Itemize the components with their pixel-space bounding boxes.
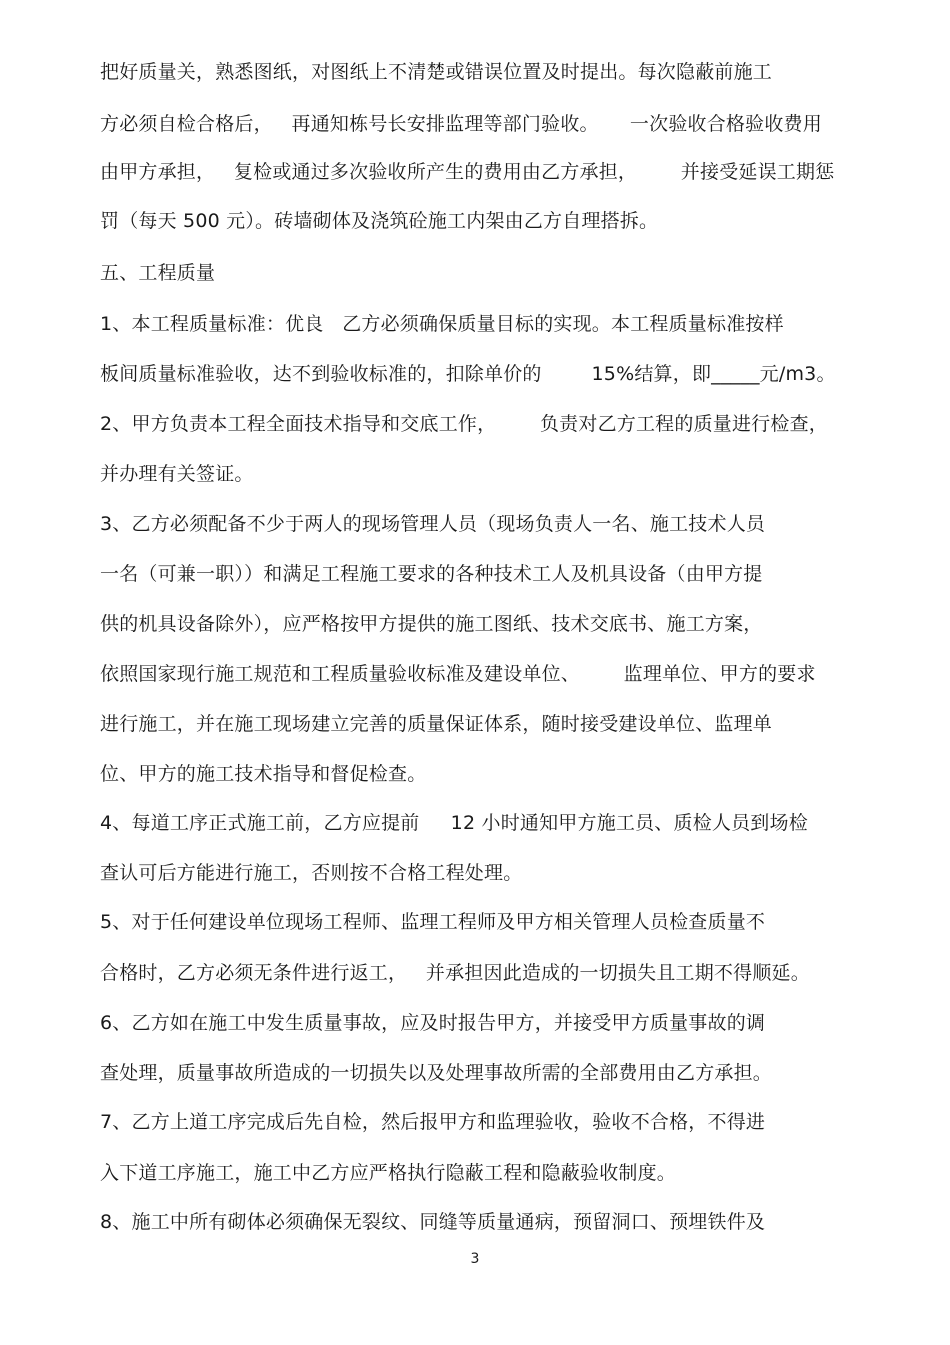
- section-heading: 五、工程质量: [100, 262, 216, 284]
- text-line: 方必须自检合格后， 再通知栋号长安排监理等部门验收。 一次验收合格验收费用: [100, 113, 822, 135]
- text-line: 罚（每天 500 元）。砖墙砌体及浇筑砼施工内架由乙方自理搭拆。: [100, 210, 659, 232]
- text-line: 7、乙方上道工序完成后先自检，然后报甲方和监理验收，验收不合格，不得进: [100, 1111, 766, 1133]
- text-line: 板间质量标准验收，达不到验收标准的，扣除单价的 15%结算，即_____元/m3。: [100, 363, 836, 385]
- text-line: 位、甲方的施工技术指导和督促检查。: [100, 763, 427, 785]
- page-number: 3: [470, 1251, 480, 1267]
- text-line: 供的机具设备除外），应严格按甲方提供的施工图纸、技术交底书、施工方案，: [100, 613, 763, 635]
- text-line: 3、乙方必须配备不少于两人的现场管理人员（现场负责人一名、施工技术人员: [100, 513, 766, 535]
- text-line: 由甲方承担， 复检或通过多次验收所产生的费用由乙方承担， 并接受延误工期惩: [100, 161, 835, 183]
- text-line: 进行施工，并在施工现场建立完善的质量保证体系，随时接受建设单位、监理单: [100, 713, 773, 735]
- text-line: 并办理有关签证。: [100, 463, 254, 485]
- text-line: 查处理，质量事故所造成的一切损失以及处理事故所需的全部费用由乙方承担。: [100, 1062, 773, 1084]
- text-line: 依照国家现行施工规范和工程质量验收标准及建设单位、 监理单位、甲方的要求: [100, 663, 816, 685]
- text-line: 合格时，乙方必须无条件进行返工， 并承担因此造成的一切损失且工期不得顺延。: [100, 962, 810, 984]
- text-line: 5、对于任何建设单位现场工程师、监理工程师及甲方相关管理人员检查质量不: [100, 911, 766, 933]
- text-line: 入下道工序施工，施工中乙方应严格执行隐蔽工程和隐蔽验收制度。: [100, 1162, 677, 1184]
- text-line: 6、乙方如在施工中发生质量事故，应及时报告甲方，并接受甲方质量事故的调: [100, 1012, 766, 1034]
- text-line: 一名（可兼一职））和满足工程施工要求的各种技术工人及机具设备（由甲方提: [100, 563, 763, 585]
- text-line: 1、本工程质量标准：优良 乙方必须确保质量目标的实现。本工程质量标准按样: [100, 313, 784, 335]
- text-line: 2、甲方负责本工程全面技术指导和交底工作， 负责对乙方工程的质量进行检查，: [100, 413, 828, 435]
- text-line: 查认可后方能进行施工，否则按不合格工程处理。: [100, 862, 523, 884]
- text-line: 8、施工中所有砌体必须确保无裂纹、同缝等质量通病，预留洞口、预埋铁件及: [100, 1211, 766, 1233]
- text-line: 把好质量关，熟悉图纸，对图纸上不清楚或错误位置及时提出。每次隐蔽前施工: [100, 61, 773, 83]
- text-line: 4、每道工序正式施工前，乙方应提前 12 小时通知甲方施工员、质检人员到场检: [100, 812, 808, 834]
